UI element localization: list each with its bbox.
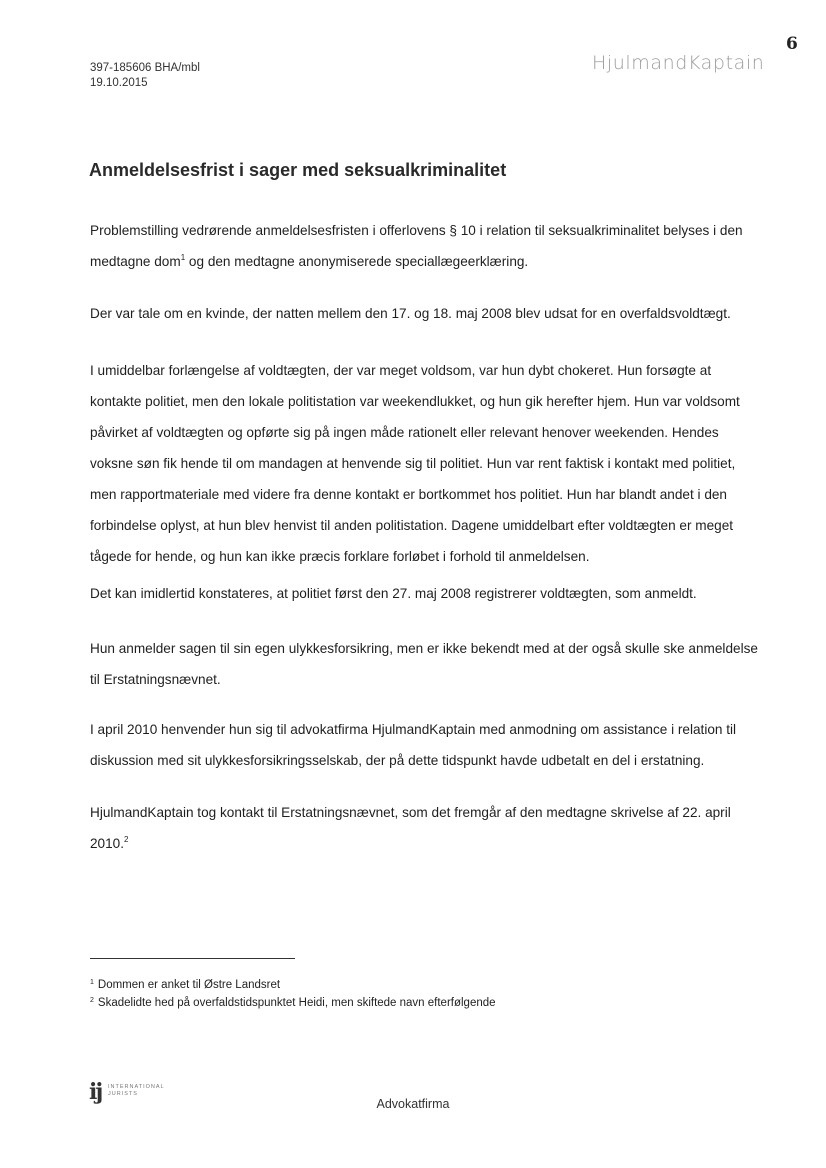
- footer-label: Advokatfirma: [376, 1097, 450, 1111]
- document-reference: [90, 61, 200, 91]
- ij-logo-letters: ij: [89, 1079, 102, 1105]
- footnote-item: [90, 994, 496, 1012]
- footnote-text: Skadelidte hed på overfaldstidspunktet Heidi, men skiftede navn efterfølgende: [97, 997, 496, 1009]
- reference-code: 397-185606 BHA/mbl: [90, 62, 200, 74]
- footnote-marker: 1: [90, 979, 94, 986]
- paragraph-police-registration: Det kan imidlertid konstateres, at politiet først den 27. maj 2008 registrerer voldtægten, som anmeldt.: [90, 586, 697, 601]
- paragraph-text: HjulmandKaptain tog kontakt til Erstatningsnævnet, som det fremgår af den medtagne skrivelse af 22. april 2010.: [90, 805, 731, 851]
- footnote-marker: 2: [90, 997, 94, 1004]
- footnotes: [90, 976, 496, 1012]
- paragraph-compensation-board: [90, 797, 760, 859]
- ij-logo-line: JURISTS: [108, 1090, 138, 1097]
- ij-logo-line: INTERNATIONAL: [108, 1084, 165, 1090]
- footnote-text: Dommen er anket til Østre Landsret: [97, 979, 281, 991]
- firm-logo: HjulmandKaptain: [592, 52, 765, 74]
- paragraph-text: og den medtagne anonymiserede speciallægeerklæring.: [185, 254, 529, 269]
- footnote-ref-1: 1: [180, 253, 186, 262]
- document-title: Anmeldelsesfrist i sager med seksualkriminalitet: [89, 160, 507, 180]
- paragraph-text: Problemstilling vedrørende anmeldelsesfristen i offerlovens § 10 i relation til seksualkriminalitet belyses i den medtagne dom: [90, 223, 743, 269]
- paragraph-problem-statement: [90, 215, 760, 277]
- ij-logo-text: [108, 1084, 165, 1097]
- page-number: 6: [786, 34, 798, 54]
- footnote-ref-2: 2: [124, 835, 129, 844]
- paragraph-law-firm-contact: I april 2010 henvender hun sig til advokatfirma HjulmandKaptain med anmodning om assistance i relation til diskussion med sit ulykkesforsikringsselskab, der på dette tidspunkt havde udbetalt en del i erstatning.: [90, 722, 737, 768]
- paragraph-incident: Der var tale om en kvinde, der natten mellem den 17. og 18. maj 2008 blev udsat for en overfaldsvoldtægt.: [90, 306, 731, 321]
- document-date: 19.10.2015: [90, 77, 148, 89]
- footnote-divider: [90, 958, 295, 959]
- footnote-item: [90, 976, 496, 994]
- paragraph-aftermath: I umiddelbar forlængelse af voldtægten, der var meget voldsom, var hun dybt chokeret. Hun forsøgte at kontakte politiet, men den lokale politistation var weekendlukket, og hun gik herefter hjem. Hun var voldsomt påvirket af voldtægten og opførte sig på ingen måde rationelt eller relevant henover weekenden. Hendes voksne søn fik hende til om mandagen at henvende sig til politiet. Hun var rent faktisk i kontakt med politiet, men rapportmateriale med videre fra denne kontakt er bortkommet hos politiet. Hun har blandt andet i den forbindelse oplyst, at hun blev henvist til anden politistation. Dagene umiddelbart efter voldtægten er meget tågede for hende, og hun kan ikke præcis forklare forløbet i forhold til anmeldelsen.: [90, 363, 740, 564]
- paragraph-insurance-report: Hun anmelder sagen til sin egen ulykkesforsikring, men er ikke bekendt med at der også skulle ske anmeldelse til Erstatningsnævnet.: [90, 641, 758, 687]
